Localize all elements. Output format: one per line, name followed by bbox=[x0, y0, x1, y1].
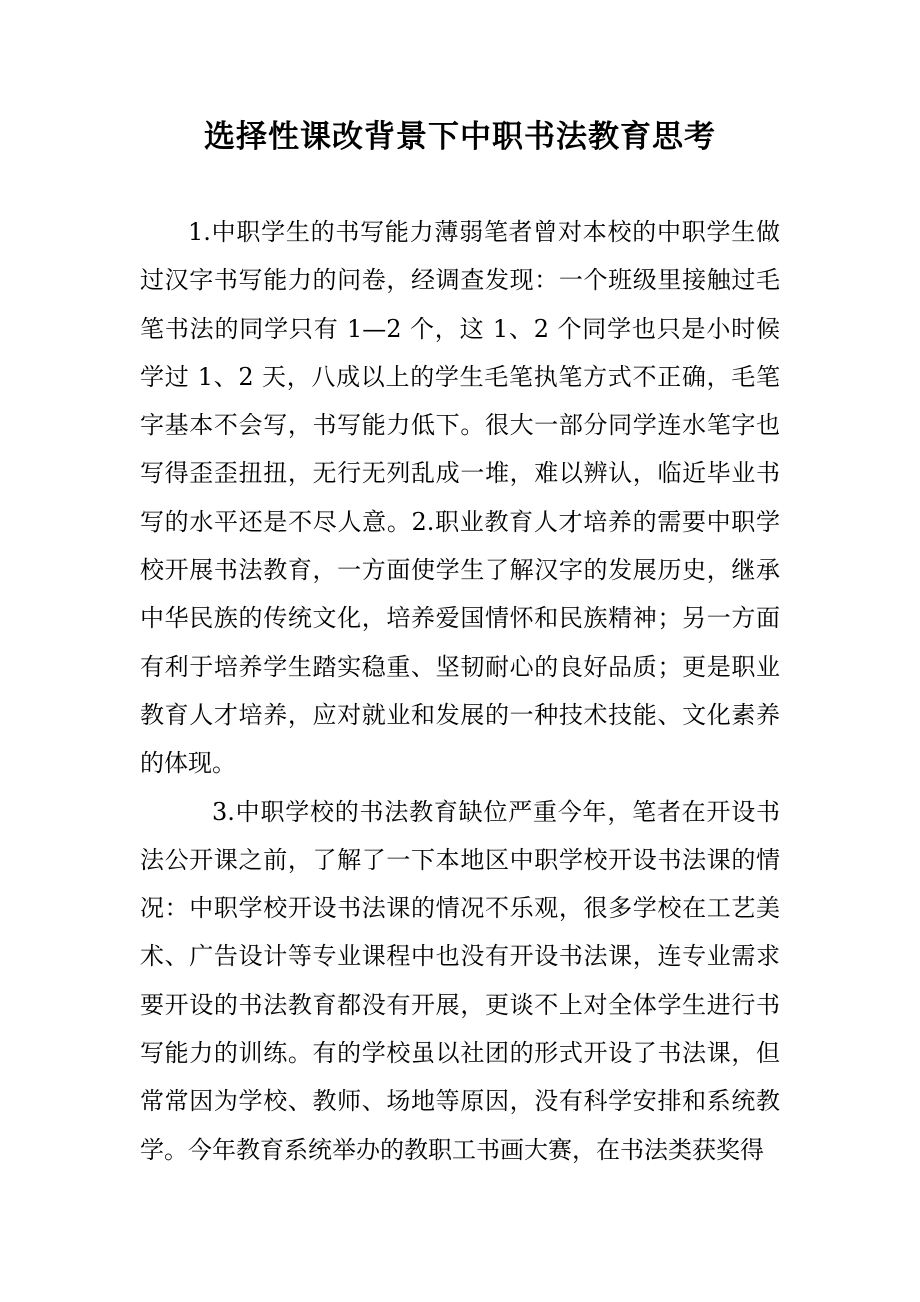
paragraph-1: 1.中职学生的书写能力薄弱笔者曾对本校的中职学生做过汉字书写能力的问卷，经调查发现：一个班级里接触过毛笔书法的同学只有 1—2 个，这 1、2 个同学也只是小时候学过 1、2 天，八成以上的学生毛笔执笔方式不正确，毛笔字基本不会写，书写能力低下。很大一部分同学连水笔字也写得歪歪扭扭，无行无列乱成一堆，难以辨认，临近毕业书写的水平还是不尽人意。2.职业教育人才培养的需要中职学校开展书法教育，一方面使学生了解汉字的发展历史，继承中华民族的传统文化，培养爱国情怀和民族精神；另一方面有利于培养学生踏实稳重、坚韧耐心的良好品质；更是职业教育人才培养，应对就业和发展的一种技术技能、文化素养的体现。 bbox=[140, 218, 780, 778]
document-body bbox=[140, 208, 780, 1174]
paragraph-2: 3.中职学校的书法教育缺位严重今年，笔者在开设书法公开课之前，了解了一下本地区中职学校开设书法课的情况：中职学校开设书法课的情况不乐观，很多学校在工艺美术、广告设计等专业课程中也没有开设书法课，连专业需求要开设的书法教育都没有开展，更谈不上对全体学生进行书写能力的训练。有的学校虽以社团的形式开设了书法课，但常常因为学校、教师、场地等原因，没有科学安排和系统教学。今年教育系统举办的教职工书画大赛，在书法类获奖得 bbox=[140, 797, 780, 1164]
document-title: 选择性课改背景下中职书法教育思考 bbox=[204, 119, 716, 155]
